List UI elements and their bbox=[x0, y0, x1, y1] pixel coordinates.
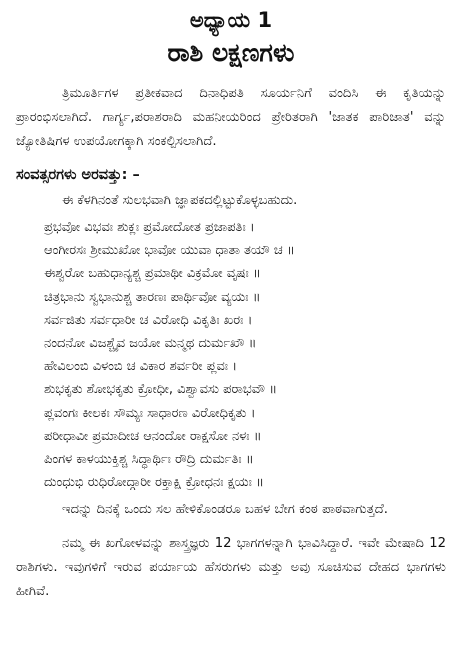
verse-line: ಹೇವಿಲಂಬಿ ವಿಳಂಬಿ ಚ ವಿಕಾರ ಶರ್ವರೀ ಪ್ಲವಃ । bbox=[44, 359, 238, 375]
verse-line: ಶುಭಕೃತು ಶೋಭಕೃತು ಕ್ರೋಧೀ, ವಿಶ್ವಾವಸು ಪರಾಭವೌ ॥ bbox=[44, 382, 278, 398]
verse-line: ಪರೀಧಾವೀ ಪ್ರಮಾದೀಚ ಆನಂದೋ ರಾಕ್ಷಸೋ ನಳಃ ॥ bbox=[44, 428, 262, 444]
closing-paragraph: ನಮ್ಮ ಈ ಖಗೋಳವನ್ನು ಶಾಸ್ತ್ರಜ್ಞರು 12 ಭಾಗಗಳನ್ನಾಗಿ ಭಾವಿಸಿದ್ದಾರೆ. ಇವೇ ಮೇಷಾದಿ 12 ರಾಶಿಗಳು. ಇವುಗಳಿಗೆ ಇರುವ ಪರ್ಯಾಯ ಹೆಸರುಗಳು ಮತ್ತು ಅವು ಸೂಚಿಸುವ ದೇಹದ ಭಾಗಗಳು ಹೀಗಿವೆ. bbox=[16, 536, 446, 600]
section-intro: ಈ ಕೆಳಗಿನಂತೆ ಸುಲಭವಾಗಿ ಜ್ಞಾಪಕದಲ್ಲಿಟ್ಟುಕೊಳ್ಳಬಹುದು. bbox=[62, 193, 298, 208]
intro-paragraph: ತ್ರಿಮೂರ್ತಿಗಳ ಪ್ರತೀಕವಾದ ದಿನಾಧಿಪತಿ ಸೂರ್ಯನಿಗೆ ವಂದಿಸಿ ಈ ಕೃತಿಯನ್ನು ಪ್ರಾರಂಭಿಸಲಾಗಿದೆ. ಗಾರ್ಗ್ಯ,ಪರಾಶರಾದಿ ಮಹನೀಯರಿಂದ ಪ್ರೇರಿತರಾಗಿ 'ಜಾತಕ ಪಾರಿಜಾತ' ವನ್ನು ಜ್ಯೋತಿಷಿಗಳ ಉಪಯೋಗಕ್ಕಾಗಿ ಸಂಕಲ್ಪಿಸಲಾಗಿದೆ. bbox=[16, 86, 446, 149]
page-title: ರಾಶಿ ಲಕ್ಷಣಗಳು bbox=[167, 38, 295, 67]
verse-list bbox=[16, 216, 446, 494]
memorize-paragraph: ಇದನ್ನು ದಿನಕ್ಕೆ ಒಂದು ಸಲ ಹೇಳಿಕೊಂಡರೂ ಬಹಳ ಬೇಗ ಕಂಠ ಪಾಠವಾಗುತ್ತದೆ. bbox=[62, 502, 388, 518]
verse-line: ಈಶ್ವರೋ ಬಹುಧಾನ್ಯಶ್ಚ ಪ್ರಮಾಥೀ ವಿಕ್ರಮೋ ವೃಷಃ ॥ bbox=[44, 266, 261, 282]
verse-line: ಪಿಂಗಳ ಕಾಳಯುಕ್ತಿಶ್ಚ ಸಿದ್ಧಾರ್ಥಿಃ ರೌದ್ರಿ ದುರ್ಮತಿಃ ॥ bbox=[44, 452, 254, 468]
verse-line: ಆಂಗೀರಸಃ ಶ್ರೀಮುಖೋ ಭಾವೋ ಯುವಾ ಧಾತಾ ತಯೌ ಚ ॥ bbox=[44, 243, 295, 259]
verse-line: ದುಂಧುಭಿ ರುಧಿರೋದ್ಗಾರೀ ರಕ್ತಾಕ್ಷಿ ಕ್ರೋಧನಃ ಕ್ಷಯಃ ॥ bbox=[44, 475, 264, 491]
section-heading: ಸಂವತ್ಸರಗಳು ಅರವತ್ತು: – bbox=[16, 167, 140, 183]
verse-line: ಚಿತ್ರಭಾನು ಸ್ವಭಾನುಶ್ಚ ತಾರಣಃ ಪಾರ್ಥಿವೋ ವ್ಯಯಃ ॥ bbox=[44, 289, 261, 305]
verse-line: ಪ್ರಭವೋ ವಿಭವಃ ಶುಕ್ಲಃ ಪ್ರಮೋದೋತ ಪ್ರಜಾಪತಿಃ । bbox=[44, 220, 255, 235]
verse-line: ಸರ್ವಜಿತು ಸರ್ವಧಾರೀ ಚ ವಿರೋಧಿ ವಿಕೃತಿಃ ಖರಃ । bbox=[44, 312, 253, 328]
chapter-label: ಅಧ್ಯಾಯ 1 bbox=[189, 8, 273, 32]
verse-line: ನಂದನೋ ವಿಜಶ್ಚೈವ ಜಯೋ ಮನ್ಮಥ ದುರ್ಮಖೌ ॥ bbox=[44, 336, 257, 352]
verse-line: ಪ್ಲವಂಗಃ ಕೀಲಕಃ ಸೌಮ್ಯಃ ಸಾಧಾರಣ ವಿರೋಧಿಕೃತು । bbox=[44, 405, 256, 421]
